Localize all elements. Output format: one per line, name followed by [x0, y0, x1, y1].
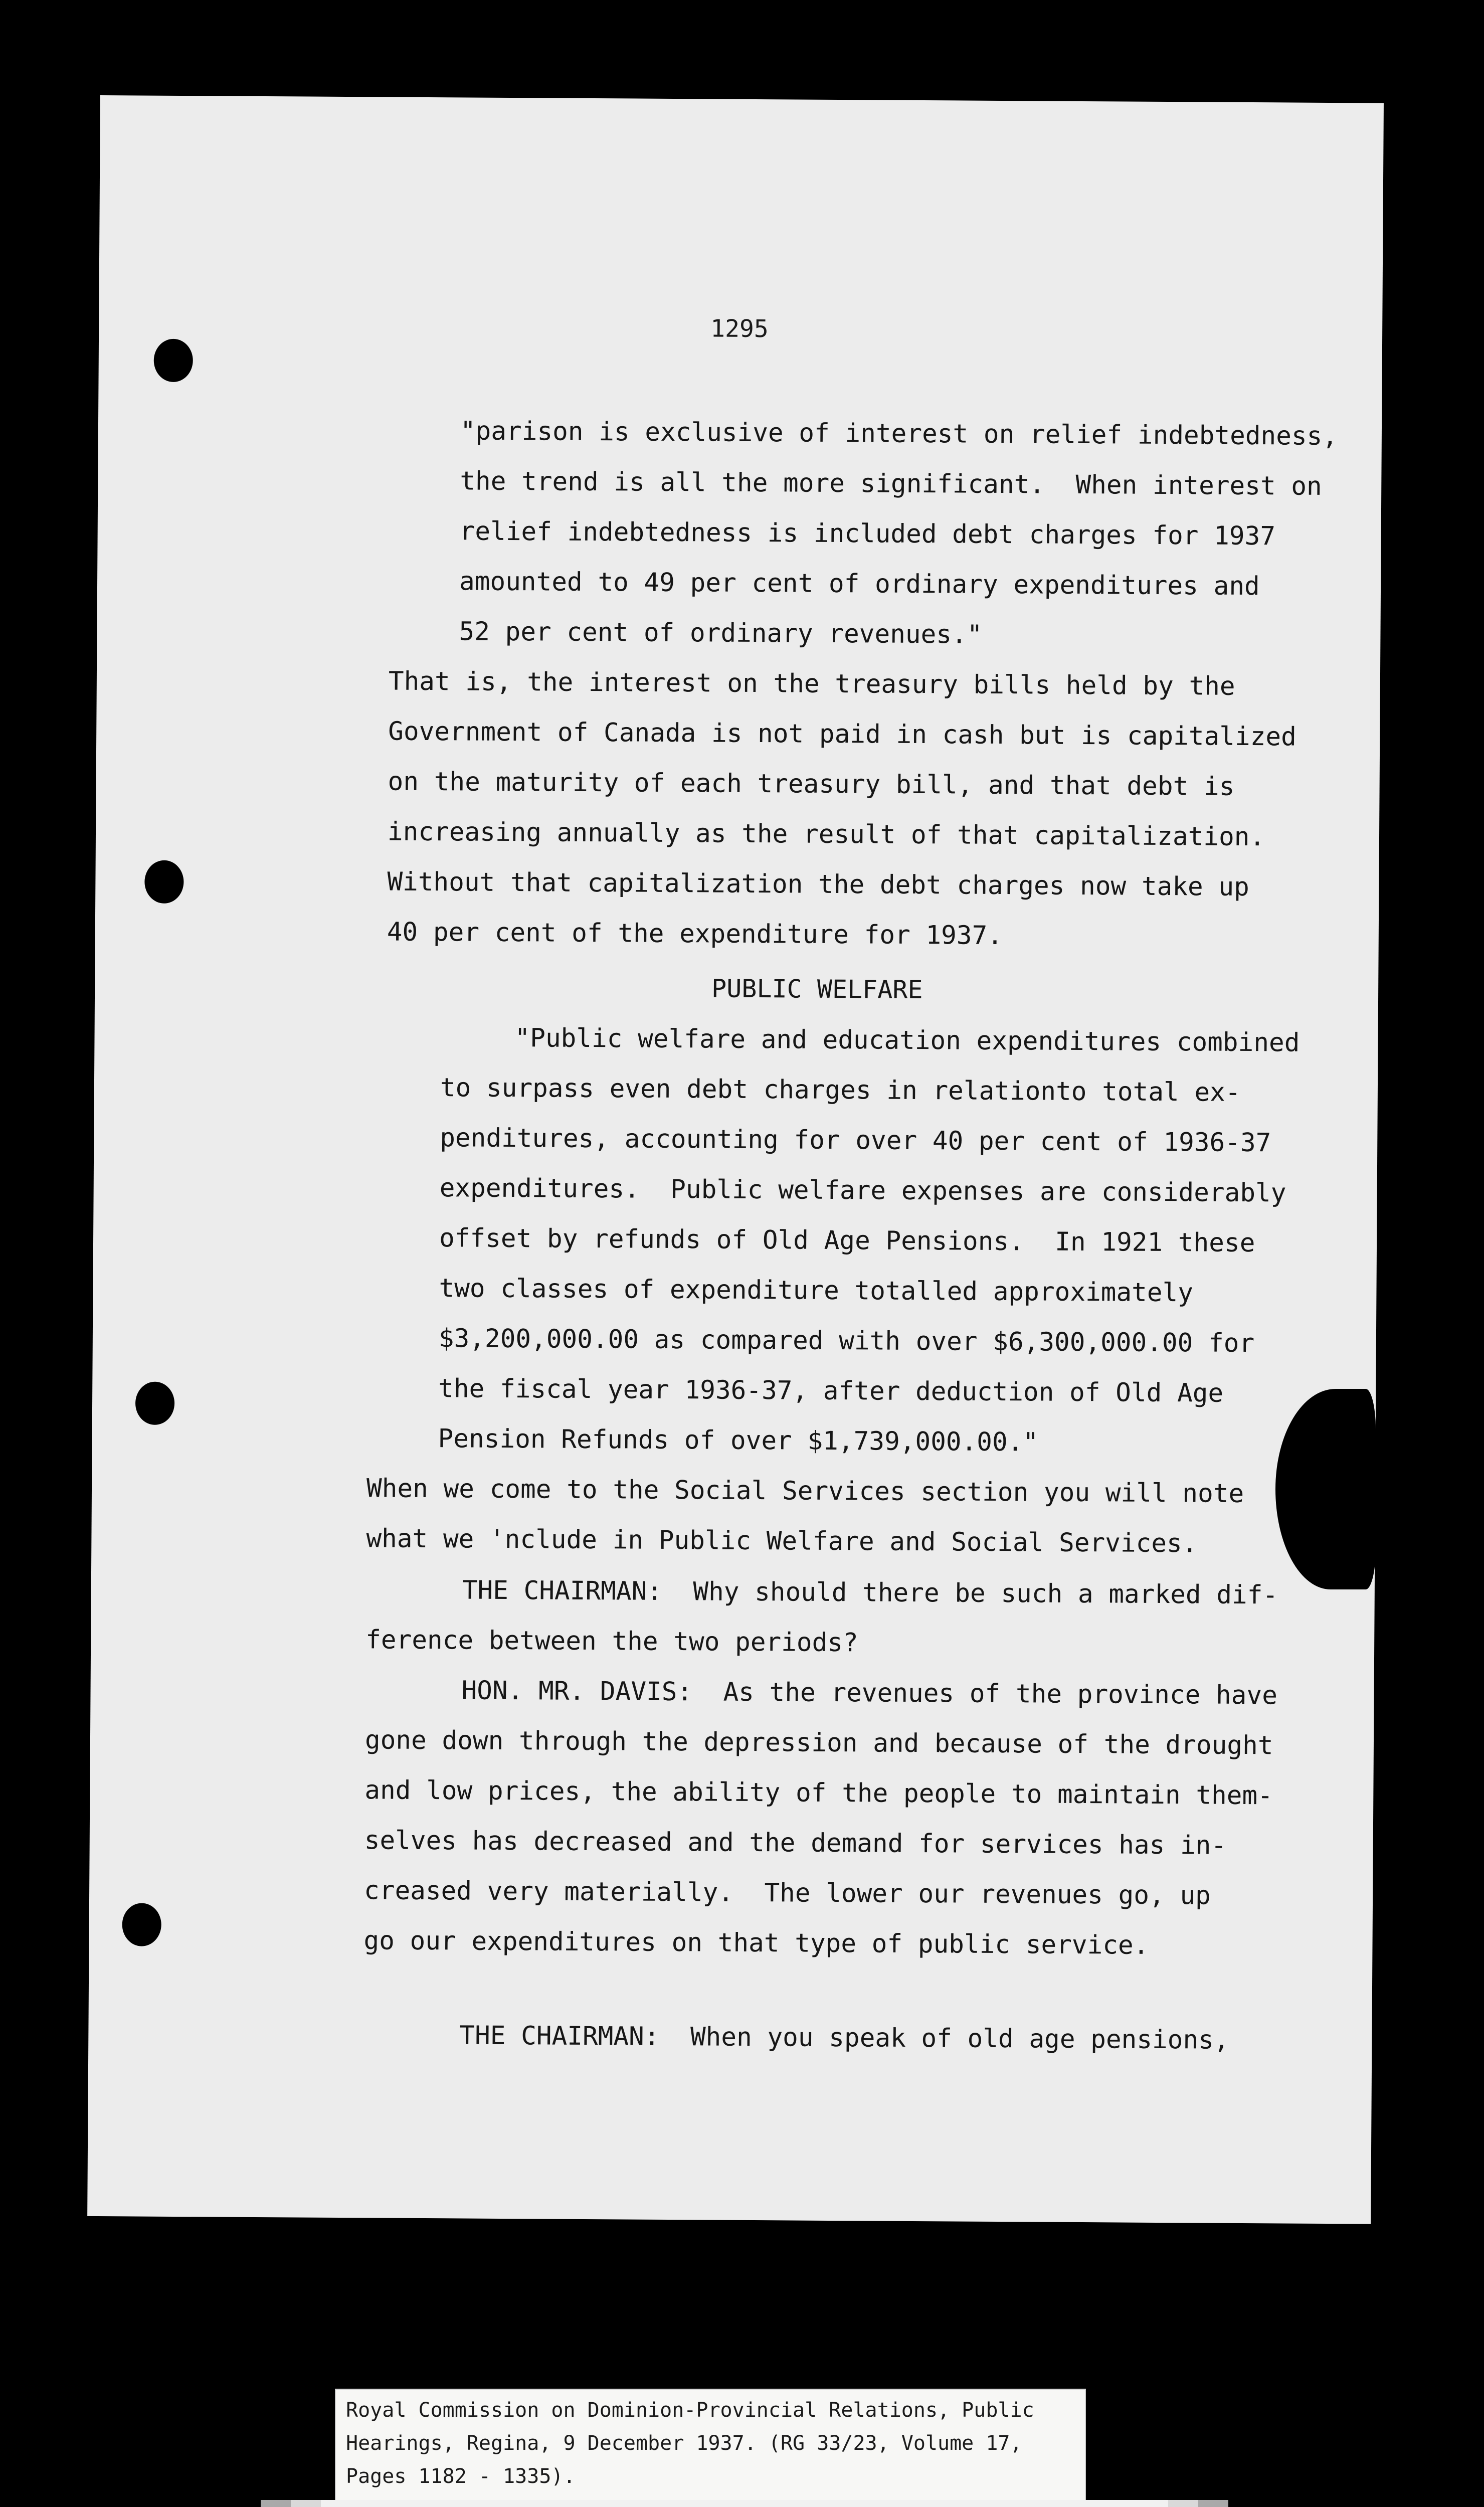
- body-line: THE CHAIRMAN: When you speak of old age pensions,: [459, 2021, 1229, 2055]
- quote-line: $3,200,000.00 as compared with over $6,300,000.00 for: [438, 1324, 1255, 1359]
- label-line: Pages 1182 - 1335).: [346, 2465, 576, 2488]
- quote-line: to surpass even debt charges in relationto total ex-: [440, 1073, 1241, 1108]
- quote-line: Pension Refunds of over $1,739,000.00.": [438, 1424, 1039, 1458]
- archive-reference-label: [335, 2389, 1086, 2502]
- punch-hole: [135, 1381, 175, 1424]
- punch-hole: [154, 339, 194, 382]
- body-line: creased very materially. The lower our revenues go, up: [363, 1876, 1211, 1911]
- body-line: what we 'nclude in Public Welfare and Social Services.: [366, 1524, 1198, 1559]
- body-line: ference between the two periods?: [365, 1625, 858, 1658]
- quote-line: expenditures. Public welfare expenses are considerably: [439, 1173, 1286, 1208]
- quote-line: penditures, accounting for over 40 per cent of 1936-37: [440, 1123, 1271, 1158]
- quote-line: two classes of expenditure totalled approximately: [439, 1274, 1194, 1308]
- body-line: THE CHAIRMAN: Why should there be such a marked dif-: [462, 1575, 1278, 1610]
- body-line: and low prices, the ability of the people to maintain them-: [364, 1775, 1273, 1811]
- document-page: [87, 95, 1384, 2224]
- archive-stamp: [261, 2500, 1228, 2507]
- body-line: That is, the interest on the treasury bills held by the: [388, 666, 1235, 701]
- quote-line: the fiscal year 1936-37, after deduction of Old Age: [438, 1374, 1224, 1408]
- body-line: Government of Canada is not paid in cash but is capitalized: [388, 717, 1296, 752]
- quote-line: offset by refunds of Old Age Pensions. In 1921 these: [439, 1223, 1255, 1259]
- punch-hole: [122, 1903, 161, 1946]
- body-line: HON. MR. DAVIS: As the revenues of the province have: [461, 1676, 1278, 1711]
- page-number: 1295: [710, 314, 769, 343]
- body-line: on the maturity of each treasury bill, and that debt is: [388, 767, 1235, 802]
- quote-line: "parison is exclusive of interest on relief indebtedness,: [460, 416, 1338, 452]
- quote-line: relief indebtedness is included debt charges for 1937: [459, 516, 1276, 552]
- quote-line: amounted to 49 per cent of ordinary expenditures and: [459, 567, 1260, 602]
- body-line: selves has decreased and the demand for services has in-: [364, 1826, 1227, 1861]
- body-line: go our expenditures on that type of public service.: [363, 1926, 1149, 1960]
- label-line: Hearings, Regina, 9 December 1937. (RG 33/23, Volume 17,: [346, 2432, 1022, 2455]
- punch-hole: [144, 860, 184, 904]
- body-line: gone down through the depression and because of the drought: [364, 1725, 1273, 1761]
- section-heading: PUBLIC WELFARE: [711, 974, 923, 1005]
- body-line: increasing annually as the result of that capitalization.: [387, 817, 1265, 852]
- stamp-panel: [321, 2500, 1168, 2507]
- body-line: Without that capitalization the debt charges now take up: [387, 867, 1250, 903]
- quote-line: 52 per cent of ordinary revenues.": [459, 617, 983, 650]
- body-line: When we come to the Social Services section you will note: [366, 1474, 1244, 1509]
- quote-line: "Public welfare and education expenditures combined: [514, 1023, 1300, 1058]
- label-line: Royal Commission on Dominion-Provincial Relations, Public: [346, 2399, 1034, 2422]
- body-line: 40 per cent of the expenditure for 1937.: [387, 917, 1003, 951]
- quote-line: the trend is all the more significant. When interest on: [460, 466, 1322, 501]
